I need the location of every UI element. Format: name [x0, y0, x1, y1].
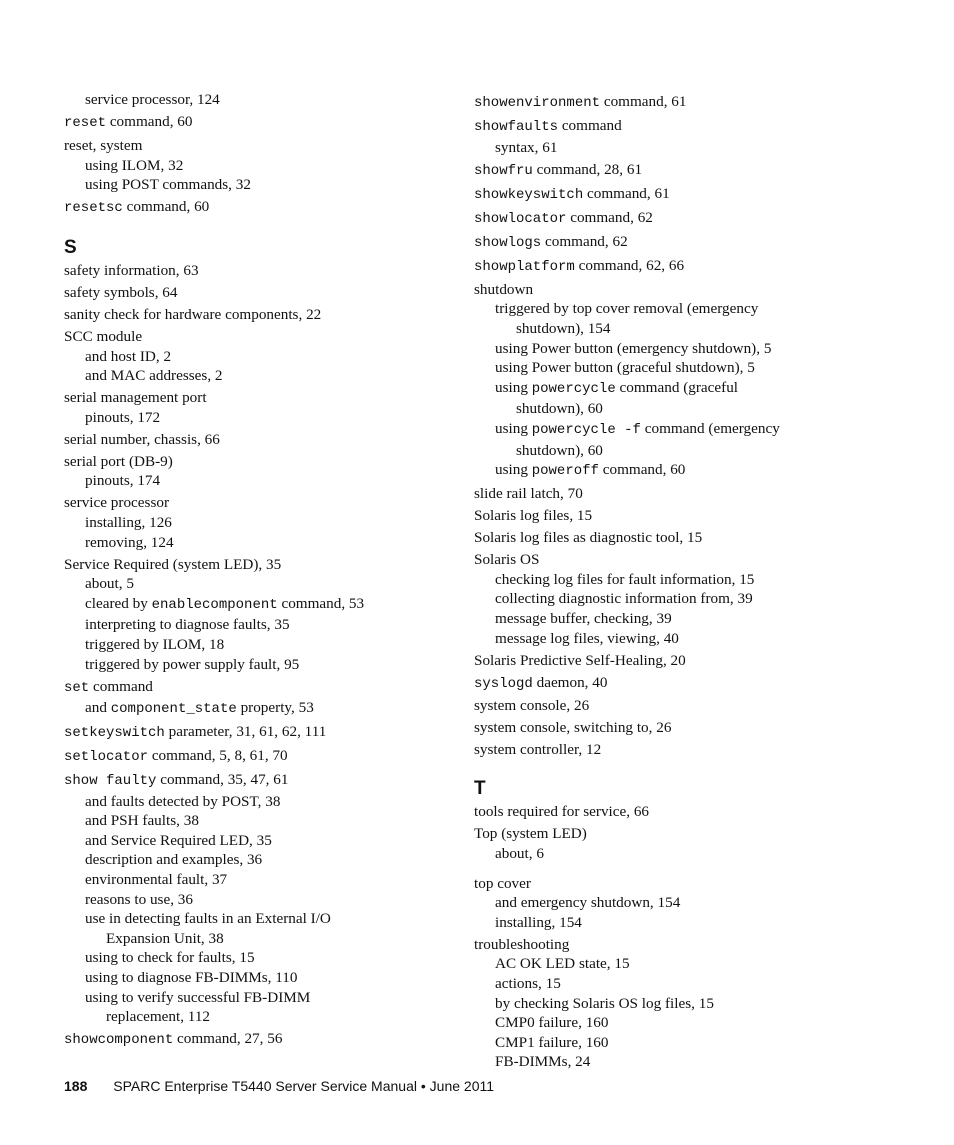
index-entry: [64, 197, 484, 219]
index-entry: [64, 327, 484, 347]
index-subentry: [474, 460, 894, 482]
entry-text: serial number, chassis, 66: [64, 430, 220, 448]
index-entry: [474, 740, 894, 760]
entry-text: and host ID, 2: [85, 347, 172, 365]
index-subentry: [64, 156, 484, 176]
document-title: SPARC Enterprise T5440 Server Service Manual • June 2011: [113, 1078, 495, 1094]
index-subentry: [64, 792, 484, 812]
entry-text: using Power button (graceful shutdown), 5: [495, 359, 755, 377]
index-column-right: [474, 90, 894, 1072]
entry-text: safety symbols, 64: [64, 284, 178, 302]
index-subentry: [64, 347, 484, 367]
index-subentry: [64, 366, 484, 386]
entry-text: using: [495, 378, 532, 396]
entry-text: checking log files for fault information, 15: [495, 570, 755, 588]
entry-text: slide rail latch, 70: [474, 485, 583, 503]
entry-text: command, 62: [541, 232, 628, 250]
index-subentry: [64, 471, 484, 491]
index-subentry: [474, 844, 894, 864]
index-subentry: [474, 609, 894, 629]
index-subentry: [64, 1007, 484, 1027]
index-entry: [64, 770, 484, 792]
index-subentry: [64, 870, 484, 890]
index-entry: [64, 493, 484, 513]
code-term: showfru: [474, 162, 533, 179]
index-subentry: [64, 968, 484, 988]
entry-text: pinouts, 172: [85, 408, 161, 426]
entry-text: shutdown), 60: [516, 400, 603, 418]
index-entry: [474, 232, 894, 254]
index-entry: [64, 555, 484, 575]
entry-text: by checking Solaris OS log files, 15: [495, 994, 714, 1012]
entry-text: command, 61: [600, 93, 687, 111]
index-subentry: [474, 378, 894, 400]
entry-text: Solaris Predictive Self-Healing, 20: [474, 651, 686, 669]
index-subentry: [474, 913, 894, 933]
index-entry: [64, 1029, 484, 1051]
entry-text: reset, system: [64, 136, 143, 154]
entry-text: using to check for faults, 15: [85, 949, 255, 967]
entry-text: using to verify successful FB-DIMM: [85, 988, 311, 1006]
index-entry: [64, 112, 484, 134]
entry-text: Solaris log files as diagnostic tool, 15: [474, 529, 703, 547]
entry-text: use in detecting faults in an External I/O: [85, 910, 331, 928]
code-term: showlogs: [474, 234, 542, 251]
index-subentry: [474, 339, 894, 359]
entry-text: and Service Required LED, 35: [85, 831, 272, 849]
entry-text: using Power button (emergency shutdown), 5: [495, 339, 772, 357]
code-term: resetsc: [64, 200, 123, 217]
entry-text: about, 6: [495, 845, 544, 863]
entry-text: system console, 26: [474, 697, 590, 715]
page-footer: [64, 1078, 494, 1094]
entry-text: message buffer, checking, 39: [495, 609, 672, 627]
code-term: showfaults: [474, 119, 559, 136]
entry-text: using: [495, 461, 532, 479]
entry-text: command, 60: [598, 461, 686, 479]
code-term: showplatform: [474, 258, 575, 275]
index-entry: [474, 208, 894, 230]
entry-text: installing, 126: [85, 513, 172, 531]
index-subentry: [474, 138, 894, 158]
entry-text: environmental fault, 37: [85, 871, 228, 889]
index-subentry: [474, 358, 894, 378]
index-entry: [474, 824, 894, 844]
index-subentry: [64, 890, 484, 910]
entry-text: triggered by top cover removal (emergency: [495, 300, 759, 318]
index-entry: [474, 280, 894, 300]
index-subentry: [64, 513, 484, 533]
entry-text: command, 60: [122, 198, 210, 216]
entry-text: cleared by: [85, 594, 152, 612]
index-letter-heading: S: [64, 236, 77, 258]
index-subentry: [64, 850, 484, 870]
entry-text: command, 62, 66: [574, 256, 685, 274]
index-entry: [474, 802, 894, 822]
entry-text: pinouts, 174: [85, 472, 161, 490]
entry-text: SCC module: [64, 328, 143, 346]
index-subentry: [474, 994, 894, 1014]
index-entry: [64, 388, 484, 408]
code-term: showcomponent: [64, 1032, 174, 1049]
entry-text: command, 35, 47, 61: [156, 771, 289, 789]
index-entry: [474, 92, 894, 114]
index-entry: [474, 874, 894, 894]
entry-text: replacement, 112: [106, 1008, 211, 1026]
index-subentry: [64, 175, 484, 195]
code-term: showlocator: [474, 210, 567, 227]
index-entry: [474, 718, 894, 738]
entry-text: command: [558, 117, 622, 135]
index-subentry: [474, 589, 894, 609]
code-term: showkeyswitch: [474, 186, 584, 203]
entry-text: troubleshooting: [474, 935, 570, 953]
index-entry: [474, 651, 894, 671]
entry-text: daemon, 40: [532, 673, 608, 691]
entry-text: Solaris log files, 15: [474, 507, 593, 525]
index-entry: [64, 283, 484, 303]
index-entry: [474, 116, 894, 138]
code-term: poweroff: [531, 463, 599, 480]
index-subentry: [474, 319, 894, 339]
index-subentry: [64, 594, 484, 616]
entry-text: Solaris OS: [474, 551, 540, 569]
entry-text: tools required for service, 66: [474, 803, 650, 821]
index-subentry: [64, 615, 484, 635]
index-entry: [474, 673, 894, 695]
index-entry: [64, 746, 484, 768]
entry-text: message log files, viewing, 40: [495, 629, 679, 647]
entry-text: command (emergency: [640, 420, 780, 438]
entry-text: installing, 154: [495, 913, 582, 931]
code-term: enablecomponent: [151, 596, 278, 613]
index-subentry: [474, 1052, 894, 1072]
index-subentry: [474, 1013, 894, 1033]
entry-text: Expansion Unit, 38: [106, 929, 224, 947]
entry-text: actions, 15: [495, 974, 561, 992]
entry-text: shutdown), 60: [516, 441, 603, 459]
index-subentry: [474, 1033, 894, 1053]
entry-text: top cover: [474, 874, 531, 892]
index-entry: [64, 136, 484, 156]
index-subentry: [474, 441, 894, 461]
entry-text: using POST commands, 32: [85, 176, 251, 194]
entry-text: parameter, 31, 61, 62, 111: [164, 723, 327, 741]
entry-text: CMP1 failure, 160: [495, 1033, 609, 1051]
entry-text: using ILOM, 32: [85, 156, 184, 174]
index-subentry: [64, 574, 484, 594]
code-term: powercycle: [531, 380, 616, 397]
entry-text: command, 28, 61: [532, 160, 643, 178]
index-entry: [64, 305, 484, 325]
entry-text: and PSH faults, 38: [85, 812, 199, 830]
index-entry: [64, 430, 484, 450]
entry-text: system controller, 12: [474, 741, 602, 759]
code-term: reset: [64, 114, 107, 131]
index-subentry: [64, 929, 484, 949]
code-term: component_state: [110, 701, 237, 718]
index-subentry: [64, 655, 484, 675]
entry-text: and emergency shutdown, 154: [495, 894, 681, 912]
entry-text: command, 27, 56: [173, 1030, 283, 1048]
index-column-left: [64, 90, 484, 1051]
entry-text: command, 5, 8, 61, 70: [148, 747, 288, 765]
index-subentry: [474, 974, 894, 994]
index-subentry: [64, 533, 484, 553]
entry-text: FB-DIMMs, 24: [495, 1053, 591, 1071]
entry-text: and faults detected by POST, 38: [85, 792, 281, 810]
entry-text: description and examples, 36: [85, 851, 263, 869]
entry-text: syntax, 61: [495, 138, 558, 156]
index-subentry: [64, 988, 484, 1008]
index-entry: [474, 550, 894, 570]
index-subentry: [64, 909, 484, 929]
entry-text: removing, 124: [85, 533, 174, 551]
entry-text: using to diagnose FB-DIMMs, 110: [85, 969, 298, 986]
index-subentry: [474, 570, 894, 590]
entry-text: service processor: [64, 494, 169, 512]
index-subentry: [64, 948, 484, 968]
index-subentry: [474, 629, 894, 649]
entry-text: sanity check for hardware components, 22: [64, 306, 322, 324]
entry-text: shutdown), 154: [516, 320, 611, 338]
code-term: setkeyswitch: [64, 725, 165, 742]
entry-text: command, 62: [566, 208, 653, 226]
entry-text: command, 53: [277, 594, 365, 612]
entry-text: Service Required (system LED), 35: [64, 555, 282, 573]
entry-text: command: [89, 677, 153, 695]
index-subentry: [64, 635, 484, 655]
index-letter-heading: T: [474, 778, 486, 800]
index-subentry: [474, 419, 894, 441]
entry-text: triggered by ILOM, 18: [85, 635, 225, 653]
entry-text: command, 60: [106, 112, 193, 130]
entry-text: serial port (DB-9): [64, 452, 173, 470]
page-number: 188: [64, 1078, 88, 1094]
index-subentry: [474, 399, 894, 419]
index-entry: [474, 160, 894, 182]
code-term: powercycle -f: [531, 422, 641, 439]
entry-text: collecting diagnostic information from, 39: [495, 590, 753, 608]
entry-text: and MAC addresses, 2: [85, 367, 223, 385]
entry-text: command, 61: [583, 184, 670, 202]
index-entry: [474, 506, 894, 526]
index-entry: [474, 256, 894, 278]
entry-text: safety information, 63: [64, 262, 199, 280]
entry-text: command (graceful: [615, 378, 739, 396]
index-entry: [64, 722, 484, 744]
index-subentry: [64, 90, 484, 110]
index-subentry: [474, 299, 894, 319]
index-entry: [474, 484, 894, 504]
entry-text: shutdown: [474, 280, 534, 298]
entry-text: interpreting to diagnose faults, 35: [85, 616, 290, 634]
index-entry: [64, 677, 484, 699]
code-term: show faulty: [64, 773, 157, 790]
entry-text: using: [495, 420, 532, 438]
code-term: setlocator: [64, 749, 149, 766]
entry-text: AC OK LED state, 15: [495, 955, 630, 973]
entry-text: about, 5: [85, 575, 134, 593]
entry-text: property, 53: [236, 699, 314, 717]
index-subentry: [474, 893, 894, 913]
entry-text: system console, switching to, 26: [474, 719, 672, 737]
code-term: syslogd: [474, 675, 533, 692]
entry-text: triggered by power supply fault, 95: [85, 655, 300, 673]
code-term: set: [64, 679, 90, 696]
entry-text: and: [85, 699, 111, 717]
index-subentry: [474, 954, 894, 974]
index-subentry: [64, 811, 484, 831]
entry-text: CMP0 failure, 160: [495, 1014, 609, 1032]
index-entry: [474, 184, 894, 206]
entry-text: Top (system LED): [474, 825, 587, 843]
index-subentry: [64, 698, 484, 720]
entry-text: service processor, 124: [85, 91, 220, 108]
index-subentry: [64, 408, 484, 428]
entry-text: reasons to use, 36: [85, 890, 193, 908]
index-entry: [474, 935, 894, 955]
index-entry: [474, 528, 894, 548]
index-entry: [64, 452, 484, 472]
index-entry: [474, 696, 894, 716]
index-subentry: [64, 831, 484, 851]
code-term: showenvironment: [474, 95, 601, 112]
index-entry: [64, 261, 484, 281]
entry-text: serial management port: [64, 389, 207, 407]
